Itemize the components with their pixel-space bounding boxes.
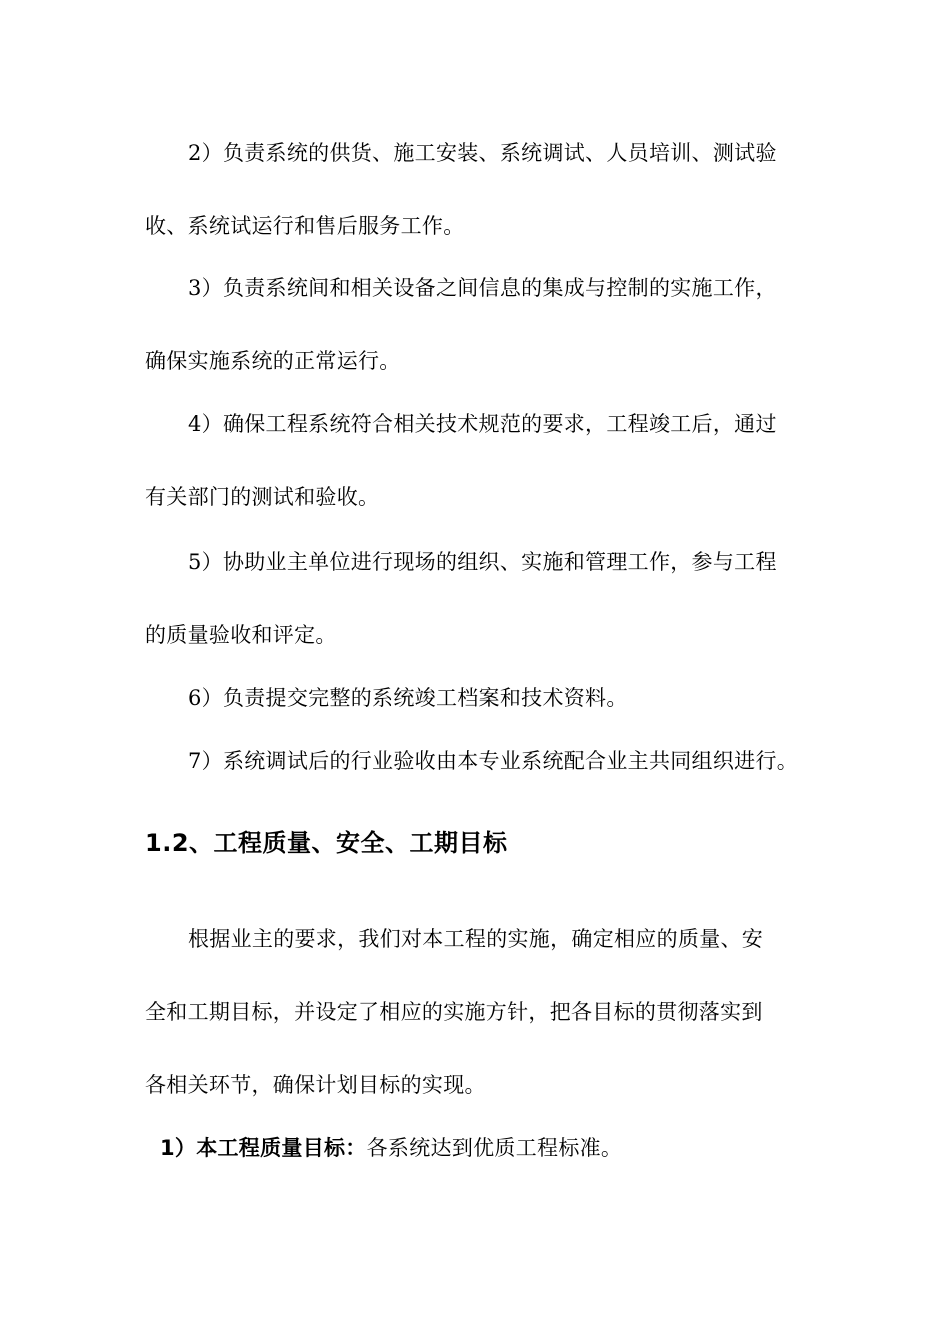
- quality-goal-text: 各系统达到优质工程标准。: [366, 1136, 623, 1160]
- section-para-line-3: 各相关环节，确保计划目标的实现。: [145, 1073, 486, 1097]
- item-5-line-1: 5）协助业主单位进行现场的组织、实施和管理工作，参与工程: [188, 550, 777, 574]
- item-2-line-2: 收、系统试运行和售后服务工作。: [145, 214, 465, 238]
- item-2-line-1: 2）负责系统的供货、施工安装、系统调试、人员培训、测试验: [188, 141, 777, 165]
- quality-goal-line: [160, 1134, 622, 1162]
- item-6-line-1: 6）负责提交完整的系统竣工档案和技术资料。: [188, 686, 628, 710]
- section-heading: 1.2、工程质量、安全、工期目标: [145, 829, 508, 857]
- item-7-line-1: 7）系统调试后的行业验收由本专业系统配合业主共同组织进行。: [188, 749, 799, 773]
- item-3-line-2: 确保实施系统的正常运行。: [145, 349, 401, 373]
- item-3-line-1: 3）负责系统间和相关设备之间信息的集成与控制的实施工作，: [188, 276, 777, 300]
- item-4-line-1: 4）确保工程系统符合相关技术规范的要求，工程竣工后，通过: [188, 412, 777, 436]
- item-5-line-2: 的质量验收和评定。: [145, 623, 337, 647]
- item-4-line-2: 有关部门的测试和验收。: [145, 485, 380, 509]
- section-para-line-2: 全和工期目标，并设定了相应的实施方针，把各目标的贯彻落实到: [145, 1000, 763, 1024]
- section-para-line-1: 根据业主的要求，我们对本工程的实施，确定相应的质量、安: [188, 927, 764, 951]
- quality-goal-label: 1）本工程质量目标：: [160, 1136, 367, 1160]
